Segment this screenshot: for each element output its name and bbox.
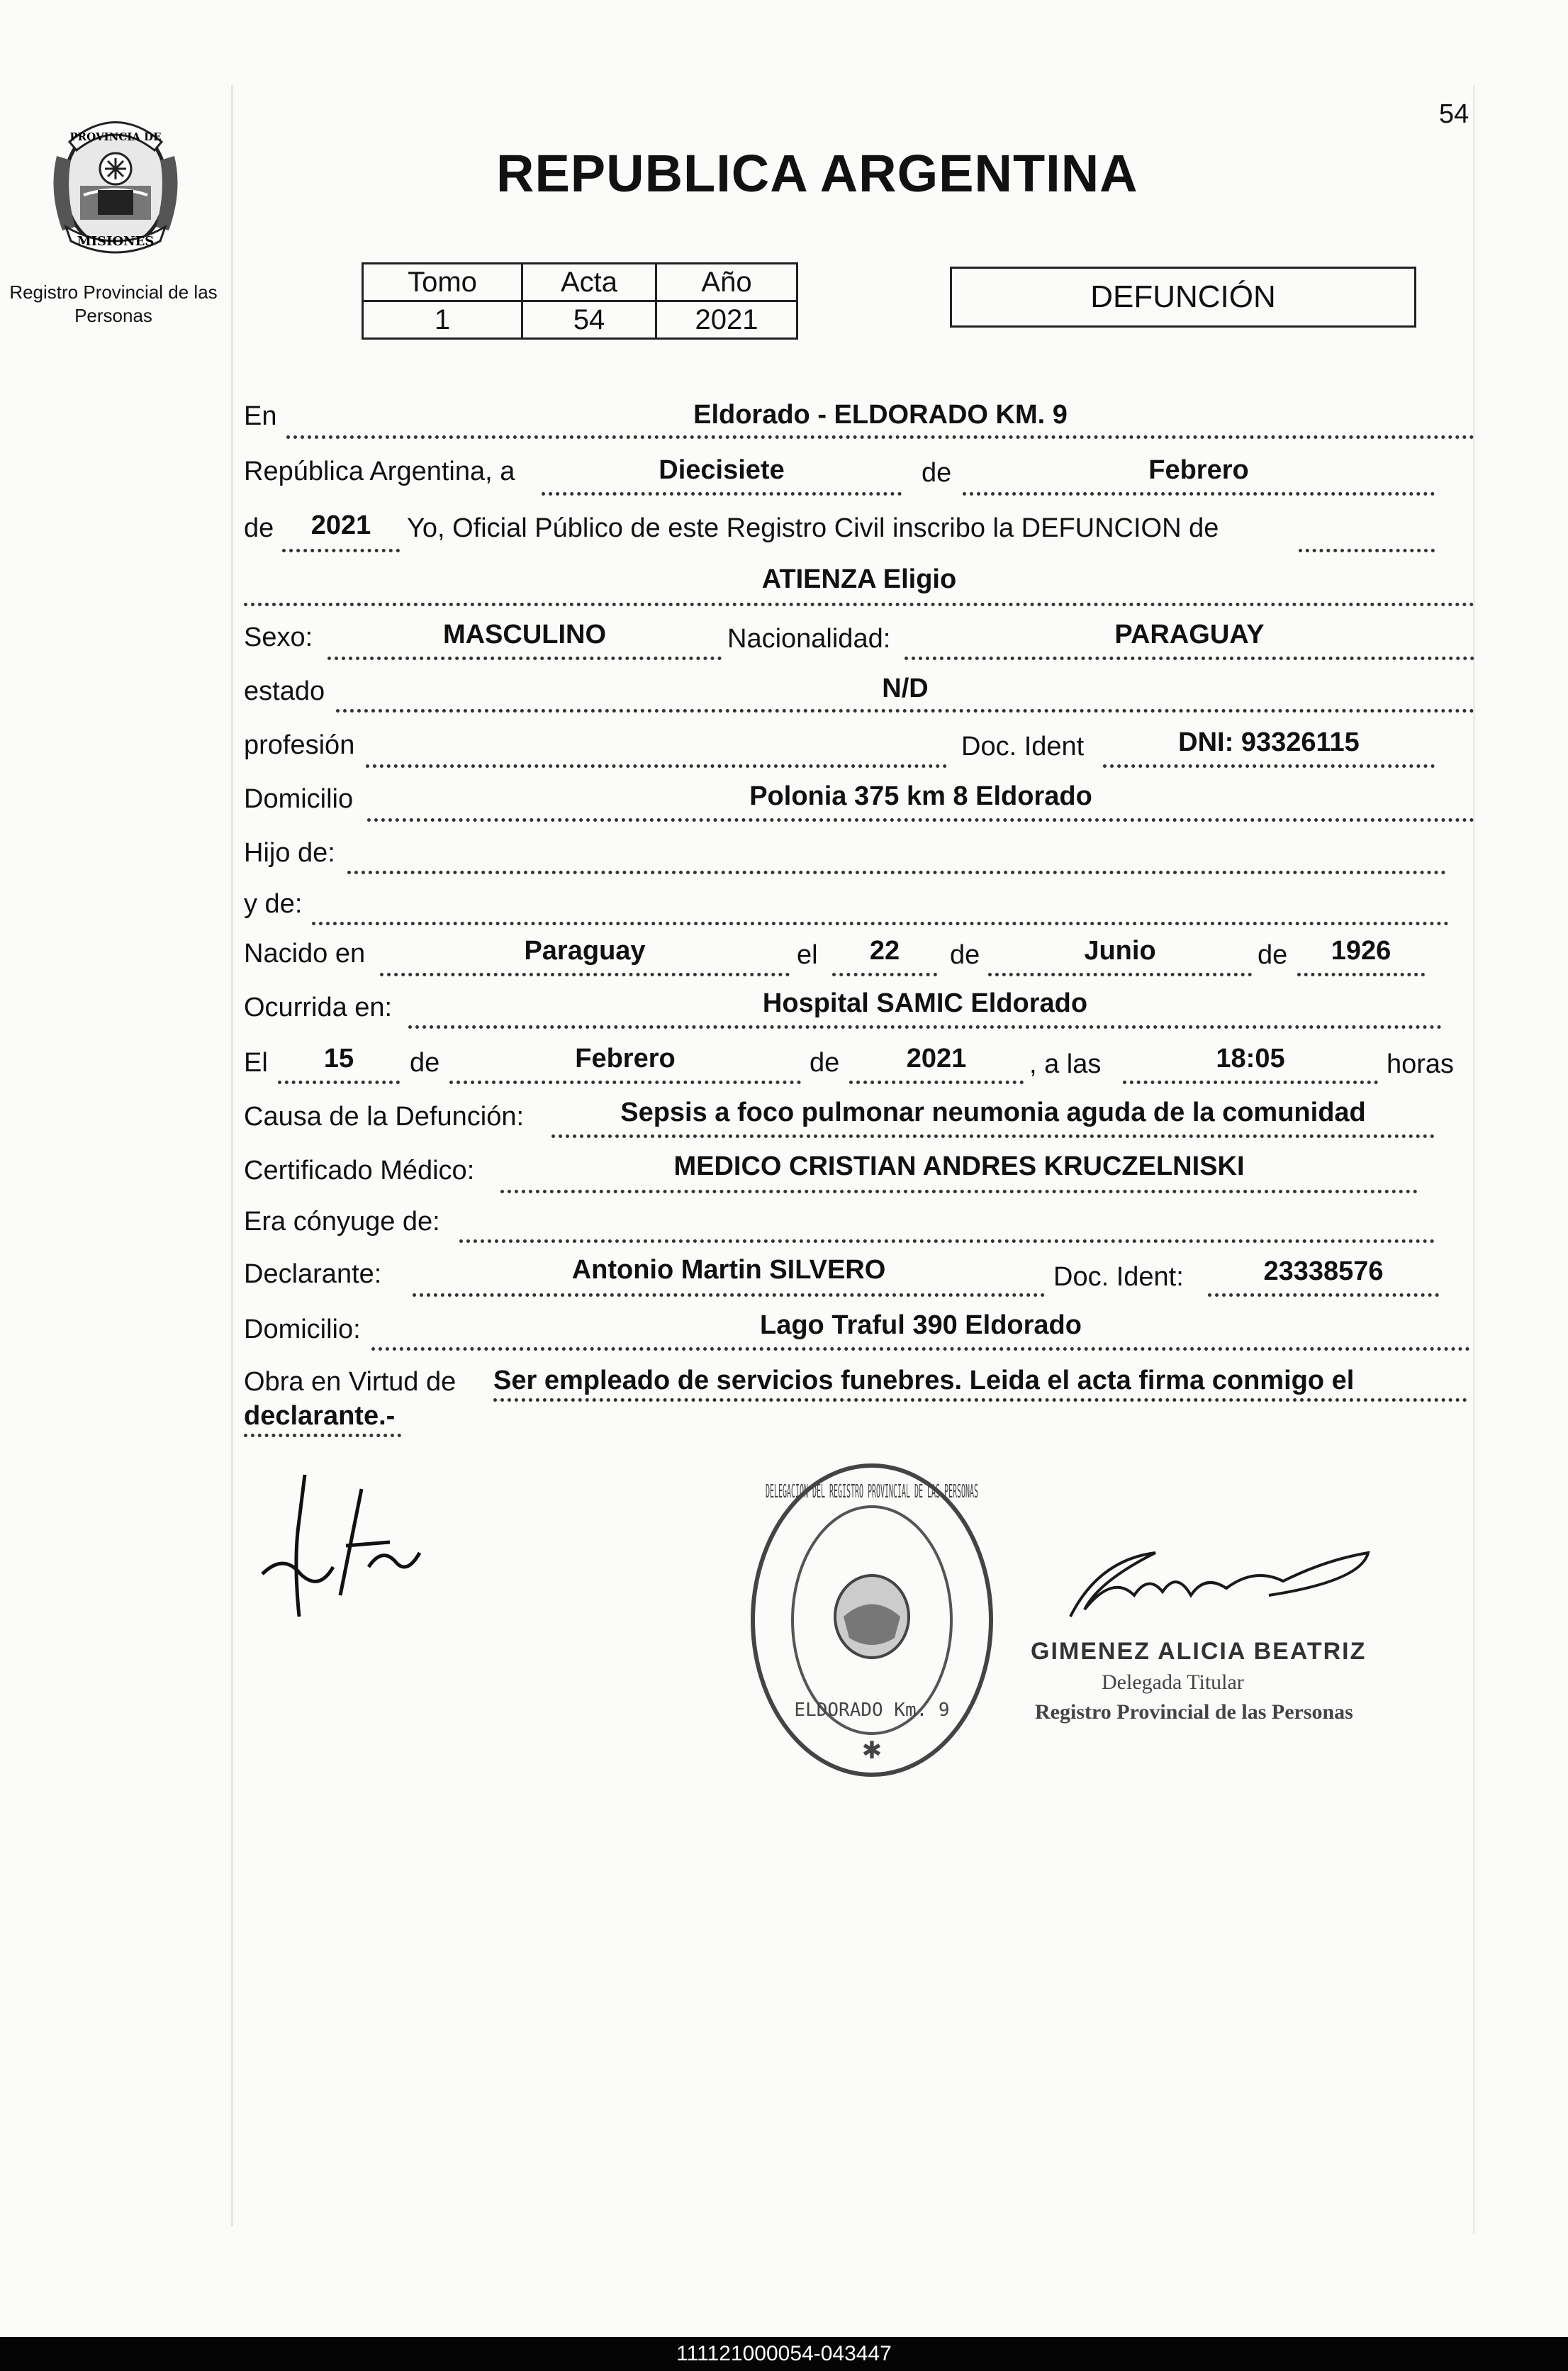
dotted-line: [244, 603, 1474, 606]
label-declarante: Declarante:: [244, 1259, 382, 1289]
location-value: Eldorado - ELDORADO KM. 9: [693, 400, 1068, 430]
dotted-line: [244, 1434, 401, 1437]
dotted-line: [286, 435, 1474, 439]
dotted-line: [367, 818, 1474, 822]
official-stamp: [744, 1454, 999, 1787]
dotted-line: [832, 973, 937, 976]
left-margin-rule: [231, 85, 233, 2226]
year-value: 2021: [310, 511, 371, 540]
death-place-value: Hospital SAMIC Eldorado: [762, 988, 1088, 1018]
official-role: Delegada Titular: [1102, 1670, 1244, 1694]
tomo-header: Tomo: [363, 264, 522, 301]
label-a-las: , a las: [1029, 1049, 1102, 1079]
document-title: REPUBLICA ARGENTINA: [496, 144, 1138, 203]
address-value: Polonia 375 km 8 Eldorado: [749, 781, 1092, 811]
dotted-line: [493, 1398, 1467, 1402]
label-sexo: Sexo:: [244, 623, 313, 652]
label-el: el: [797, 940, 818, 970]
dotted-line: [905, 657, 1474, 660]
official-registry: Registro Provincial de las Personas: [1035, 1700, 1353, 1724]
label-y-de: y de:: [244, 889, 303, 919]
label-causa: Causa de la Defunción:: [244, 1102, 525, 1132]
page-number: 54: [1439, 99, 1469, 129]
official-name: GIMENEZ ALICIA BEATRIZ: [1031, 1638, 1367, 1665]
dotted-line: [327, 657, 722, 660]
document-type-box: DEFUNCIÓN: [950, 267, 1416, 328]
dotted-line: [371, 1347, 1470, 1351]
label-domicilio: Domicilio: [244, 784, 354, 814]
dotted-line: [500, 1190, 1418, 1193]
civil-status-value: N/D: [882, 674, 929, 703]
dotted-line: [366, 764, 947, 768]
dotted-line: [459, 1239, 1435, 1243]
label-de: de: [810, 1048, 840, 1078]
acta-value: 54: [522, 301, 656, 339]
dotted-line: [1208, 1293, 1439, 1297]
label-nacido-en: Nacido en: [244, 939, 366, 969]
day-words-value: Diecisiete: [659, 455, 785, 485]
birth-month-value: Junio: [1084, 936, 1156, 966]
dotted-line: [282, 549, 400, 552]
stamp-ring-text: DELEGACION DEL REGISTRO PROVINCIAL DE LAS PERSONAS: [766, 1481, 978, 1502]
label-certificado: Certificado Médico:: [244, 1156, 475, 1186]
record-id-table: [362, 262, 798, 340]
dotted-line: [408, 1025, 1442, 1029]
dotted-line: [542, 492, 902, 496]
deceased-name-value: ATIENZA Eligio: [761, 564, 957, 594]
dotted-line: [278, 1081, 400, 1084]
document-value: DNI: 93326115: [1178, 727, 1360, 757]
anio-header: Año: [656, 264, 797, 301]
sex-value: MASCULINO: [442, 620, 607, 649]
label-yo-oficial: Yo, Oficial Público de este Registro Civil inscribo la DEFUNCION de: [407, 513, 1219, 543]
stamp-inner-text: ELDORADO Km. 9: [794, 1700, 950, 1721]
dotted-line: [1103, 764, 1435, 768]
crest-bottom-text: MISIONES: [77, 234, 155, 249]
tomo-value: 1: [363, 301, 522, 339]
star-icon: ✱: [861, 1737, 883, 1764]
declarant-value: Antonio Martin SILVERO: [571, 1255, 886, 1285]
label-doc-ident: Doc. Ident: [961, 732, 1085, 761]
death-month-value: Febrero: [575, 1044, 676, 1073]
month-value: Febrero: [1148, 455, 1249, 485]
label-doc-ident: Doc. Ident:: [1053, 1262, 1184, 1292]
declarant-signature: [255, 1468, 425, 1624]
label-profesion: profesión: [244, 730, 355, 760]
dotted-line: [347, 871, 1446, 874]
label-ocurrida-en: Ocurrida en:: [244, 993, 393, 1022]
certificate-value: MEDICO CRISTIAN ANDRES KRUCZELNISKI: [673, 1151, 1245, 1181]
dotted-line: [1299, 549, 1435, 552]
label-de: de: [1258, 940, 1288, 970]
nationality-value: PARAGUAY: [1114, 620, 1265, 649]
acta-header: Acta: [522, 264, 656, 301]
dotted-line: [380, 973, 790, 976]
footer-document-code: 111121000054-043447: [0, 2337, 1568, 2371]
death-year-value: 2021: [906, 1044, 967, 1073]
reason-line2-value: declarante.-: [244, 1401, 396, 1431]
death-day-value: 15: [323, 1044, 354, 1073]
label-de: de: [244, 513, 274, 543]
provincial-crest-logo: [41, 106, 190, 259]
dotted-line: [449, 1081, 801, 1084]
dotted-line: [1123, 1081, 1378, 1084]
label-domicilio: Domicilio:: [244, 1315, 361, 1344]
dotted-line: [551, 1134, 1435, 1138]
birth-year-value: 1926: [1331, 936, 1391, 966]
birth-place-value: Paraguay: [524, 936, 646, 966]
dotted-line: [849, 1081, 1024, 1084]
label-obra: Obra en Virtud de: [244, 1367, 457, 1397]
label-de: de: [950, 940, 980, 970]
label-republica: República Argentina, a: [244, 457, 515, 486]
dotted-line: [413, 1293, 1045, 1297]
label-nacionalidad: Nacionalidad:: [727, 624, 891, 654]
registry-name: Registro Provincial de las Personas: [9, 281, 218, 326]
official-signature: [1056, 1532, 1389, 1631]
dotted-line: [312, 922, 1449, 925]
anio-value: 2021: [656, 301, 797, 339]
death-time-value: 18:05: [1216, 1044, 1285, 1073]
dotted-line: [988, 973, 1252, 976]
dotted-line: [1297, 973, 1425, 976]
crest-top-text: PROVINCIA DE: [69, 130, 162, 143]
cause-value: Sepsis a foco pulmonar neumonia aguda de la comunidad: [620, 1098, 1366, 1127]
declarant-address-value: Lago Traful 390 Eldorado: [760, 1310, 1082, 1340]
label-estado: estado: [244, 676, 325, 706]
dotted-line: [963, 492, 1435, 496]
label-de: de: [410, 1048, 440, 1078]
label-conyuge: Era cónyuge de:: [244, 1207, 440, 1237]
label-de: de: [922, 458, 952, 488]
reason-line1-value: Ser empleado de servicios funebres. Leida el acta firma conmigo el: [493, 1366, 1355, 1395]
declarant-doc-value: 23338576: [1263, 1256, 1384, 1286]
label-el: El: [244, 1048, 268, 1078]
label-hijo-de: Hijo de:: [244, 838, 335, 868]
birth-day-value: 22: [869, 936, 900, 966]
label-horas: horas: [1387, 1049, 1455, 1079]
label-en: En: [244, 401, 277, 431]
dotted-line: [336, 709, 1474, 713]
